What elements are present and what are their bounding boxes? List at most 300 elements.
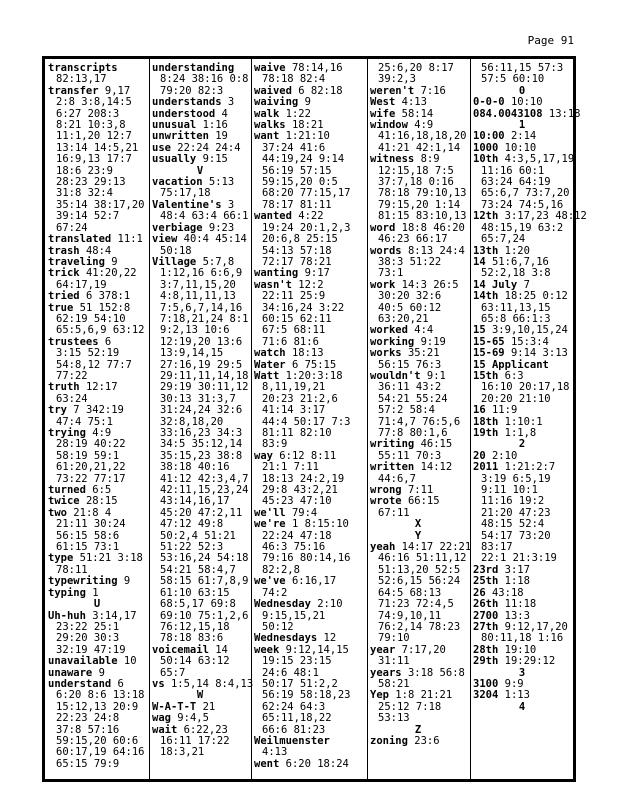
index-entry [254, 154, 364, 165]
page-line-refs: 7:18,21,24 8:1 [160, 312, 249, 325]
page-line-refs: 1 [92, 586, 99, 599]
index-entry [254, 291, 364, 302]
index-term: Wednesday [254, 598, 311, 611]
index-term: W-A-T-T [152, 700, 197, 713]
page-line-refs: 18:8 46:20 [401, 221, 465, 234]
index-term: 15 [473, 324, 486, 337]
index-entry [48, 211, 146, 222]
page-line-refs: 1:5,14 8:4,13 [170, 677, 254, 690]
page-line-refs: 3:15 52:19 [56, 347, 120, 360]
index-term: typewriting [48, 575, 118, 588]
page-line-refs: 71:6 81:6 [262, 335, 319, 348]
index-term: wanted [254, 210, 292, 223]
index-term: 25th [473, 575, 499, 588]
page-line-refs: 29:19 30:11,12 [160, 381, 249, 394]
page-line-refs: 40:5 60:12 [378, 301, 442, 314]
index-term: West [370, 96, 396, 109]
page-line-refs: 69:10 75:1,2,6 [160, 609, 249, 622]
index-term: we're [254, 518, 286, 531]
index-term: Watt [254, 369, 280, 382]
index-term: witness [370, 153, 415, 166]
index-term: verbiage [152, 221, 203, 234]
index-term: tried [48, 290, 80, 303]
index-term: works [370, 347, 402, 360]
index-entry [48, 405, 146, 416]
page-line-refs: 66:6 81:23 [262, 723, 326, 736]
page-line-refs: 41:16,18,18,20 [378, 130, 467, 143]
index-entry [48, 519, 146, 530]
page-line-refs: 78:18 83:6 [160, 632, 224, 645]
page-line-refs: 14 [215, 643, 228, 656]
index-entry [152, 462, 248, 473]
page-line-refs: 11:9 [491, 404, 518, 417]
page-line-refs: 19:10 [504, 643, 537, 656]
page-line-refs: 68:5,17 69:8 [160, 598, 236, 611]
page-line-refs: 9:23 [208, 221, 235, 234]
index-term: 20 [473, 449, 486, 462]
page-line-refs: 58:15 61:7,8,9 [160, 575, 249, 588]
index-term: zoning [370, 734, 408, 747]
index-term: 14 July [473, 278, 518, 291]
page-line-refs: 56:15 58:6 [56, 529, 120, 542]
page-line-refs: 28:15 [85, 495, 118, 508]
page-line-refs: 1:18 [504, 575, 530, 588]
page-line-refs: 35:14 38:17,20 [56, 198, 145, 211]
page-line-refs: 19:24 20:1,2,3 [262, 221, 351, 234]
page-line-refs: 6 [117, 677, 124, 690]
index-term: unusual [152, 119, 197, 132]
page-line-refs: 7:11 [407, 484, 434, 497]
page-line-refs: 1:1,8 [504, 427, 537, 439]
page-line-refs: 60:17,19 64:16 [56, 746, 145, 759]
index-entry [370, 576, 466, 587]
index-entry [370, 154, 466, 165]
page-line-refs: 41:14 3:17 [262, 404, 326, 417]
page-line-refs: 22:23 24:8 [56, 712, 120, 725]
page-line-refs: 79:16 80:14,16 [262, 552, 351, 565]
page-line-refs: 14:17 22:21 [401, 541, 472, 554]
page-line-refs: 76:2,14 78:23 [378, 620, 461, 633]
page-line-refs: 75:17,18 [160, 187, 211, 200]
index-term: 18th [473, 415, 499, 428]
page-line-refs: 18:21 [291, 119, 324, 132]
page-line-refs: 65:7 [160, 666, 186, 679]
page-line-refs: 8,11,19,21 [262, 381, 326, 394]
page-line-refs: 29:11,11,14,18 [160, 369, 249, 382]
page-line-refs: 67:11 [378, 506, 410, 519]
page-line-refs: 46:15 [420, 438, 453, 451]
page-line-refs: 3:7,11,15,20 [160, 278, 236, 291]
index-term: type [48, 552, 74, 565]
page-line-refs: 37:7,18 0:16 [378, 176, 454, 189]
index-entry [254, 519, 364, 530]
page-line-refs: 73:24 74:5,16 [481, 198, 564, 211]
page-line-refs: 9:2,13 10:6 [160, 324, 230, 337]
index-column-5 [473, 62, 587, 775]
page-line-refs: 22:24 24:4 [177, 141, 241, 154]
page-line-refs: 18:3,21 [160, 746, 205, 759]
index-term: we've [254, 575, 286, 588]
page-line-refs: 16:11 17:22 [160, 734, 230, 747]
index-term: 084.0043108 [473, 107, 543, 120]
index-term: Uh-huh [48, 609, 86, 622]
page-line-refs: 7 [523, 278, 530, 291]
page-line-refs: 51:6,7,16 [491, 255, 549, 268]
index-entry [152, 348, 248, 359]
index-term: wanting [254, 267, 299, 280]
page-line-refs: 8:24 38:16 0:8 [160, 73, 249, 86]
page-line-refs: 9,17 [104, 84, 131, 97]
page-line-refs: 10:10 [504, 141, 537, 154]
page-line-refs: 58:14 [401, 107, 434, 120]
page-line-refs: 65:6,7 73:7,20 [481, 187, 570, 200]
index-term: 27th [473, 620, 499, 633]
page-line-refs: 24:6 48:1 [262, 666, 319, 679]
index-term: wouldn't [370, 369, 421, 382]
page-line-refs: 54:21 55:24 [378, 392, 448, 405]
page-line-refs: 8:13 24:4 [407, 244, 465, 257]
page-line-refs: 13:9,14,15 [160, 347, 224, 360]
page-line-refs: 51:13,20 52:5 [378, 563, 461, 576]
page-line-refs: 3 [227, 96, 235, 109]
page-line-refs: 58:19 59:1 [56, 449, 120, 462]
page-line-refs: 28:23 29:13 [56, 176, 126, 189]
page-line-refs: 78:11 [56, 563, 88, 576]
page-line-refs: 64:17,19 [56, 278, 107, 291]
page-line-refs: 80:11,18 1:16 [481, 632, 564, 645]
page-line-refs: 77:22 [56, 369, 88, 382]
index-term: understand [48, 677, 112, 690]
page-line-refs: 48:4 63:4 66:1 [160, 210, 249, 223]
page-line-refs: 1:10:1 [504, 415, 543, 428]
page-line-refs: 57:5 60:10 [481, 73, 545, 86]
section-letter: W [196, 689, 204, 702]
index-term: want [254, 130, 280, 143]
index-entry [254, 713, 364, 724]
index-term: 26 [473, 586, 486, 599]
index-term: Yep [370, 689, 389, 702]
page-line-refs: 12:15,18 7:5 [378, 164, 454, 177]
page-line-refs: 39:2,3 [378, 73, 416, 86]
page-line-refs: 1:21:10 [285, 130, 330, 143]
page-line-refs: 21:8 4 [73, 506, 112, 519]
page-line-refs: 38:3 51:22 [378, 255, 442, 268]
section-letter: U [93, 598, 101, 611]
page-line-refs: 72:17 78:21 [262, 255, 332, 268]
page-line-refs: 2:10 [491, 449, 518, 462]
index-column-3 [254, 63, 364, 775]
page-line-refs: 52:2,18 3:8 [481, 267, 551, 280]
page-line-refs: 82:13,17 [56, 73, 107, 86]
page-line-refs: 74:9,10,11 [378, 609, 442, 622]
page-line-refs: 4:9 [414, 119, 434, 132]
page-line-refs: 6:27 208:3 [56, 107, 120, 120]
index-term: turned [48, 484, 86, 497]
page-line-refs: 58:21 [378, 677, 410, 690]
page-line-refs: 1 8:15:10 [291, 518, 349, 531]
index-entry [370, 291, 466, 302]
page-line-refs: 46:16 51:11,12 [378, 552, 467, 565]
index-term: 13th [473, 244, 499, 257]
page-line-refs: 20:23 21:2,6 [262, 392, 338, 405]
page-line-refs: 12:19,20 13:6 [160, 335, 243, 348]
page-line-refs: 23:6 [414, 734, 440, 747]
index-term: wife [370, 107, 396, 120]
index-column-4 [370, 62, 472, 775]
page-line-refs: 16:10 20:17,18 [481, 381, 570, 394]
page-line-refs: 50:18 [160, 244, 192, 257]
index-term: year [370, 643, 396, 656]
page-line-refs: 56:19 57:15 [262, 164, 332, 177]
index-term: wrong [370, 484, 402, 497]
page-line-refs: 76:12,15,18 [160, 620, 230, 633]
index-entry [370, 462, 466, 473]
page-line-refs: 37:8 57:16 [56, 723, 120, 736]
page-line-refs: 21:20 47:23 [481, 506, 551, 519]
page-line-refs: 11:16 60:1 [481, 164, 545, 177]
page-line-refs: 11:1 [117, 233, 143, 246]
page-line-refs: 61:10 63:15 [160, 586, 230, 599]
page-line-refs: 1:8 21:21 [395, 689, 453, 702]
page-line-refs: 40:4 45:14 [183, 233, 247, 246]
page-line-refs: 63:24 64:19 [481, 176, 551, 189]
page-line-refs: 66:15 [407, 495, 440, 508]
page-line-refs: 50:14 63:12 [160, 655, 230, 668]
index-term: 23rd [473, 563, 499, 576]
page-line-refs: 1:22 [285, 107, 311, 120]
page-line-refs: 30:20 32:6 [378, 290, 442, 303]
index-term: 19th [473, 427, 499, 439]
index-term: written [370, 461, 415, 474]
page-line-refs: 30:13 31:3,7 [160, 392, 236, 405]
index-term: 2011 [473, 461, 499, 474]
page-line-refs: 44:4 50:17 7:3 [262, 415, 351, 428]
page-line-refs: 18:6 23:9 [56, 164, 113, 177]
index-term: worked [370, 324, 408, 337]
page-line-refs: 63:20,21 [378, 312, 429, 325]
index-term: 28th [473, 643, 499, 656]
page-line-refs: 31:8 32:4 [56, 187, 113, 200]
page-line-refs: 73:22 77:17 [56, 472, 126, 485]
page-line-refs: 4:22 [298, 210, 324, 223]
index-entry [473, 210, 587, 223]
page-line-refs: 83:9 [262, 438, 288, 451]
page-line-refs: 11:18 [504, 598, 537, 611]
page-line-refs: 7:5,6,7,14,16 [160, 301, 243, 314]
index-entry [254, 759, 364, 770]
index-term: weren't [370, 84, 415, 97]
page-line-refs: 39:14 52:7 [56, 210, 120, 223]
page-line-refs: 4:9 [92, 427, 112, 439]
index-term: Wednesdays [254, 632, 318, 645]
page-line-refs: 32:8,18,20 [160, 415, 224, 428]
index-term: wasn't [254, 278, 292, 291]
page-line-refs: 10 [123, 655, 137, 668]
column-divider [470, 59, 471, 779]
page-line-refs: 9:14 3:13 [510, 347, 568, 360]
index-term: words [370, 244, 402, 257]
index-term: week [254, 643, 280, 656]
page-line-refs: 78:18 82:4 [262, 73, 326, 86]
page-line-refs: 3:18 56:8 [407, 666, 465, 679]
page-line-refs: 9:12,17,20 [504, 620, 568, 633]
page-line-refs: 18:13 [291, 347, 324, 360]
page-line-refs: 3:17,23 48:12 [504, 210, 587, 223]
page-line-refs: 47:4 75:1 [56, 415, 113, 428]
index-entry [48, 713, 146, 724]
page-line-refs: 18:13 24:2,19 [262, 472, 345, 485]
page-line-refs: 59:15,20 60:6 [56, 734, 139, 747]
page-line-refs: 65:8 66:1:3 [481, 312, 551, 325]
page-line-refs: 43:18 [491, 586, 524, 599]
page-line-refs: 67:5 68:11 [262, 324, 326, 337]
page-line-refs: 22:11 25:9 [262, 290, 326, 303]
section-letter: 4 [518, 700, 526, 713]
index-entry [152, 154, 248, 165]
index-term: 12th [473, 210, 499, 223]
page-line-refs: 29:8 43:2,21 [262, 484, 338, 497]
index-entry [473, 656, 571, 667]
page-line-refs: 4:13 [262, 746, 288, 759]
section-letter: 3 [518, 666, 526, 679]
index-entry [48, 759, 146, 770]
index-term: years [370, 666, 402, 679]
page-line-refs: 7:16 [420, 84, 446, 97]
index-entry [48, 97, 146, 108]
index-term: 15 Applicant [473, 358, 549, 371]
page-line-refs: 21 [202, 700, 216, 713]
page-line-refs: 9:17 [304, 267, 330, 280]
index-term: waiving [254, 96, 299, 109]
page-line-refs: 82:2,8 [262, 563, 300, 576]
page-line-refs: 8:9 [420, 153, 440, 166]
page-line-refs: 3 [227, 198, 235, 211]
index-term: work [370, 278, 396, 291]
index-term: we'll [254, 506, 286, 519]
page-line-refs: 19:29:12 [504, 655, 556, 668]
index-term: wrote [370, 495, 402, 508]
index-entry [254, 234, 364, 245]
index-term: 15-65 [473, 335, 505, 348]
index-term: 14 [473, 255, 486, 268]
page-line-refs: 83:17 [481, 541, 513, 554]
index-entry [370, 348, 466, 359]
index-entry [254, 576, 364, 587]
index-entry [370, 736, 466, 747]
index-term: Water [254, 358, 286, 371]
index-column-2 [152, 62, 254, 775]
index-term: walks [254, 119, 286, 132]
page-line-refs: 6:12 8:11 [279, 449, 337, 462]
index-entry [152, 234, 248, 245]
page-line-refs: 34:16,24 3:22 [262, 301, 345, 314]
page-line-refs: 56:15 76:3 [378, 358, 442, 371]
index-term: 29th [473, 655, 499, 668]
index-term: went [254, 757, 280, 770]
page-line-refs: 50:2,4 51:21 [160, 529, 236, 542]
index-term: 10th [473, 153, 499, 166]
index-entry [254, 462, 364, 473]
index-term: vs [152, 677, 165, 690]
index-entry [473, 462, 571, 473]
index-entry [473, 291, 571, 302]
index-entry [152, 747, 248, 758]
page-line-refs: 12:2 [298, 278, 324, 291]
index-entry [152, 291, 248, 302]
index-entry [254, 405, 364, 416]
index-term: 14th [473, 290, 499, 303]
page-line-refs: 78:14,16 [291, 62, 343, 74]
index-entry [152, 405, 248, 416]
page-line-refs: 5:13 [208, 176, 235, 189]
page-line-refs: 51:22 52:3 [160, 541, 224, 554]
page-line-refs: 5:7,8 [202, 255, 235, 268]
page-line-refs: 12:17 [85, 381, 118, 394]
page-line-refs: 35:15,23 38:8 [160, 449, 243, 462]
index-term: 2700 [473, 609, 499, 622]
index-term: voicemail [152, 643, 209, 656]
index-entry [152, 519, 248, 530]
page-line-refs: 65:15 79:9 [56, 757, 120, 770]
page-line-refs: 68:20 77:15,17 [262, 187, 351, 200]
column-divider [149, 59, 150, 779]
index-entry [370, 405, 466, 416]
page-line-refs: 71:23 72:4,5 [378, 598, 454, 611]
page-line-refs: 45:23 47:10 [262, 495, 332, 508]
page-line-refs: 64:5 68:13 [378, 586, 442, 599]
page-line-refs: 12 [323, 632, 337, 645]
page-line-refs: 65:11,18,22 [262, 712, 332, 725]
page-line-refs: 32:19 47:19 [56, 643, 126, 656]
page-line-refs: 9 [98, 666, 105, 679]
index-term: transfer [48, 84, 99, 97]
page-line-refs: 9:11 10:1 [481, 484, 538, 497]
page-line-refs: 6:20 18:24 [285, 757, 349, 770]
index-entry [152, 656, 248, 667]
index-frame [42, 56, 587, 782]
page-line-refs: 4 [221, 107, 228, 120]
index-entry [370, 713, 466, 724]
index-term: understands [152, 96, 222, 109]
page-line-refs: 54:17 73:20 [481, 529, 551, 542]
page-line-refs: 18:25 0:12 [504, 290, 568, 303]
page-line-refs: 62:24 64:3 [262, 700, 326, 713]
page-line-refs: 46:23 66:17 [378, 233, 448, 246]
page-line-refs: 27:16,19 29:5 [160, 358, 243, 371]
page-line-refs: 35:21 [407, 347, 440, 360]
page-line-refs: 9 [304, 96, 311, 109]
column-divider [367, 59, 368, 779]
page-line-refs: 41:21 42:1,14 [378, 141, 461, 154]
index-entry [473, 153, 575, 166]
page-line-refs: 31:11 [378, 655, 410, 668]
index-term: truth [48, 381, 80, 394]
page-line-refs: 48:4 [85, 244, 112, 257]
page-line-refs: 46:3 75:16 [262, 541, 326, 554]
page-line-refs: 21:1 7:11 [262, 461, 319, 474]
page-line-refs: 8:21 10:3,8 [56, 119, 126, 132]
page-line-refs: 52:6,15 56:24 [378, 575, 461, 588]
index-term: word [370, 221, 396, 234]
page-line-refs: 79:10 [378, 632, 410, 645]
page-line-refs: 79:4 [291, 506, 318, 519]
index-term: 16 [473, 404, 486, 417]
index-term: unwritten [152, 130, 209, 143]
page-line-refs: 63:11,13,15 [481, 301, 551, 314]
page-line-refs: 13:14 14:5,21 [56, 141, 139, 154]
index-term: 3204 [473, 689, 499, 702]
index-term: waived [254, 84, 292, 97]
